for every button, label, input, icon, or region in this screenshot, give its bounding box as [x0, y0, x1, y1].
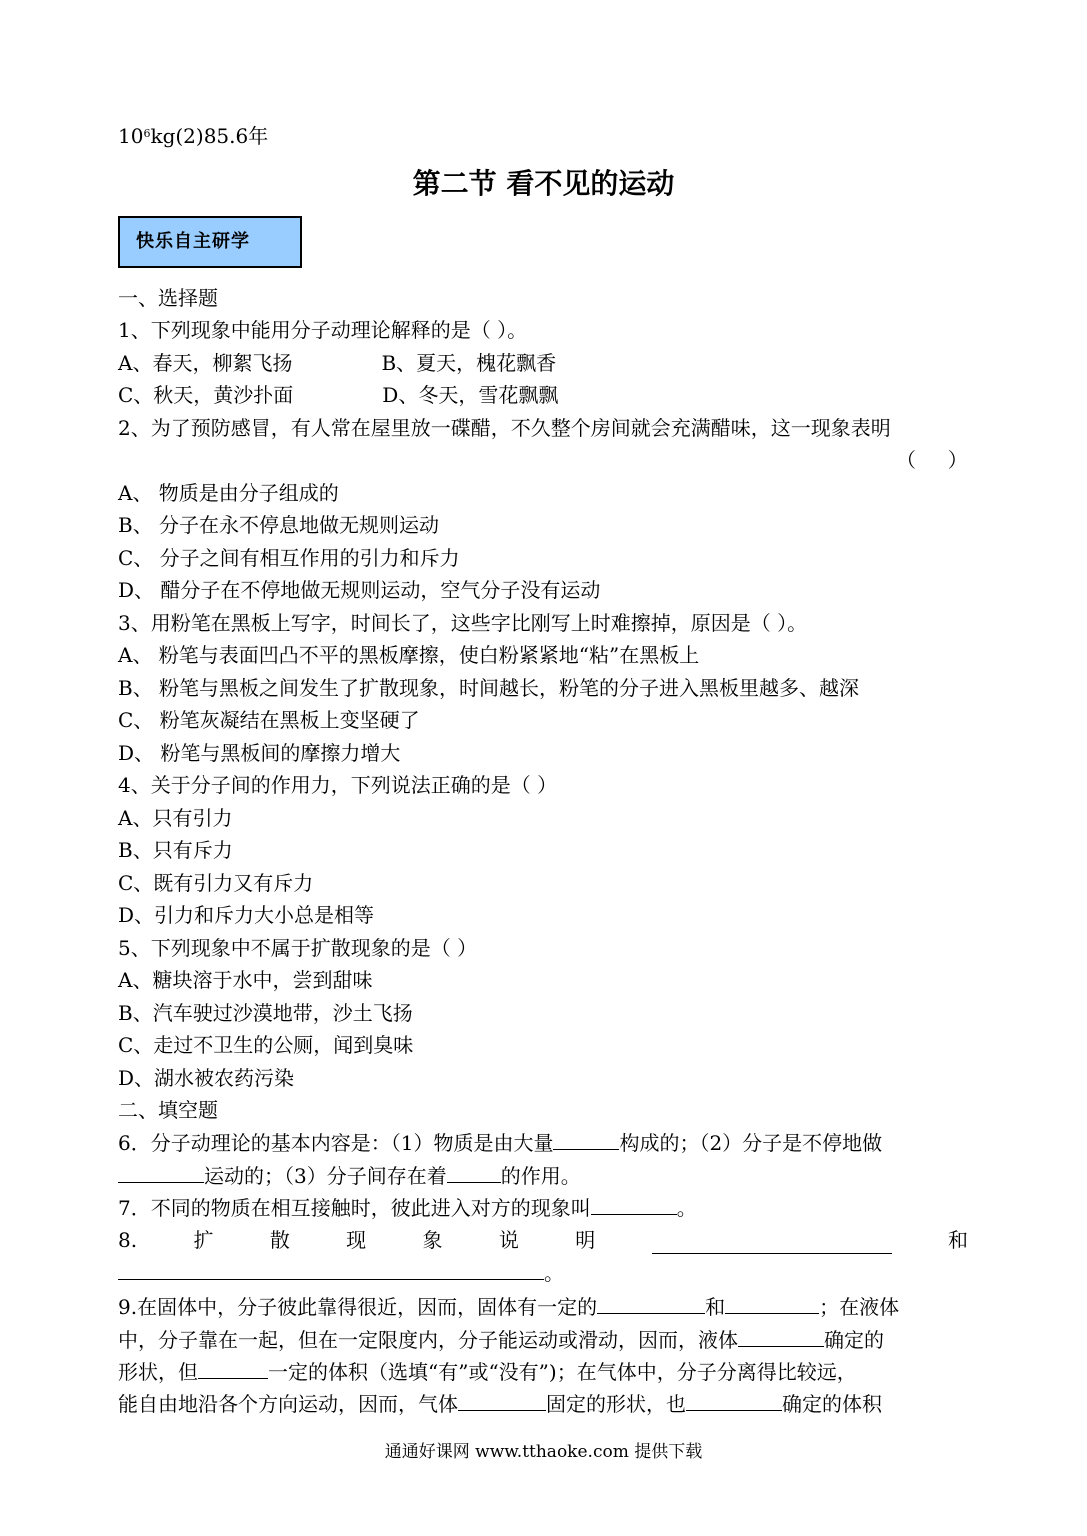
- q2-option-d: D、 醋分子在不停地做无规则运动，空气分子没有运动: [118, 578, 601, 602]
- q3-option-b: B、 粉笔与黑板之间发生了扩散现象，时间越长，粉笔的分子进入黑板里越多、越深: [118, 676, 860, 700]
- q8-line1: 8. 扩 散 现 象 说 明 和: [118, 1228, 968, 1252]
- q9-line3: 形状，但 一定的体积（选填“有”或“没有”)；在气体中，分子分离得比较远，: [118, 1360, 857, 1384]
- q3-option-d: D、 粉笔与黑板间的摩擦力增大: [118, 741, 401, 765]
- q5-option-d: D、湖水被农药污染: [118, 1066, 295, 1090]
- q9-blank-3[interactable]: [738, 1326, 824, 1347]
- q7-blank[interactable]: [591, 1194, 677, 1215]
- section-heading-fill: 二、填空题: [118, 1098, 218, 1122]
- section-badge: 快乐自主研学: [118, 216, 302, 268]
- q6-blank-1[interactable]: [553, 1129, 619, 1150]
- q6-line1: 6．分子动理论的基本内容是：（1）物质是由大量 构成的；（2）分子是不停地做: [118, 1131, 883, 1155]
- q3-stem: 3、用粉笔在黑板上写字，时间长了，这些字比刚写上时难擦掉，原因是（ ）。: [118, 611, 808, 635]
- q3-option-a: A、 粉笔与表面凹凸不平的黑板摩擦，使白粉紧紧地“粘”在黑板上: [118, 643, 700, 667]
- q3-option-c: C、 粉笔灰凝结在黑板上变坚硬了: [118, 708, 420, 732]
- q2-option-a: A、 物质是由分子组成的: [118, 481, 339, 505]
- q2-answer-paren: （ ）: [896, 448, 968, 472]
- q4-stem: 4、关于分子间的作用力，下列说法正确的是（ ）: [118, 773, 558, 797]
- section-heading-choice: 一、选择题: [118, 286, 218, 310]
- q9-blank-6[interactable]: [686, 1390, 782, 1411]
- q4-option-c: C、既有引力又有斥力: [118, 871, 314, 895]
- q9-blank-4[interactable]: [198, 1358, 268, 1379]
- q2-stem: 2、为了预防感冒，有人常在屋里放一碟醋，不久整个房间就会充满醋味，这一现象表明: [118, 416, 891, 440]
- q7-line: 7．不同的物质在相互接触时，彼此进入对方的现象叫 。: [118, 1196, 697, 1220]
- page-title: 第二节 看不见的运动: [412, 167, 675, 200]
- q8-blank-2[interactable]: [118, 1259, 544, 1280]
- q8-blank-1[interactable]: [652, 1233, 892, 1254]
- q2-option-c: C、 分子之间有相互作用的引力和斥力: [118, 546, 460, 570]
- q5-option-a: A、糖块溶于水中，尝到甜味: [118, 968, 373, 992]
- q6-line2: 运动的；（3）分子间存在着 的作用。: [118, 1162, 581, 1190]
- q5-option-b: B、汽车驶过沙漠地带，沙土飞扬: [118, 1001, 413, 1025]
- q1-options-row2: C、秋天，黄沙扑面 D、冬天，雪花飘飘: [118, 383, 559, 407]
- q6-blank-2[interactable]: [118, 1162, 204, 1183]
- q9-blank-1[interactable]: [597, 1293, 705, 1314]
- ref-base: 10: [118, 124, 144, 148]
- q9-line4: 能自由地沿各个方向运动，因而，气体 固定的形状，也 确定的体积: [118, 1392, 882, 1416]
- q4-option-a: A、只有引力: [118, 806, 233, 830]
- q4-option-d: D、引力和斥力大小总是相等: [118, 903, 375, 927]
- q9-line2: 中，分子靠在一起，但在一定限度内，分子能运动或滑动，因而，液体 确定的: [118, 1328, 884, 1352]
- q4-option-b: B、只有斥力: [118, 838, 233, 862]
- q9-line1: 9.在固体中，分子彼此靠得很近，因而，固体有一定的 和 ；在液体: [118, 1295, 900, 1319]
- ref-suffix: kg(2)85.6年: [150, 124, 269, 148]
- q2-option-b: B、 分子在永不停息地做无规则运动: [118, 513, 440, 537]
- answer-reference: [118, 122, 268, 150]
- q1-stem: 1、下列现象中能用分子动理论解释的是（ ）。: [118, 318, 528, 342]
- footer-credit: 通通好课网 www.tthaoke.com 提供下载: [384, 1442, 703, 1462]
- q1-options-row1: A、春天，柳絮飞扬 B、夏天，槐花飘香: [118, 351, 557, 375]
- q6-blank-3[interactable]: [447, 1162, 501, 1183]
- q5-stem: 5、下列现象中不属于扩散现象的是（ ）: [118, 936, 478, 960]
- q9-blank-2[interactable]: [725, 1293, 819, 1314]
- q9-blank-5[interactable]: [458, 1390, 546, 1411]
- q5-option-c: C、走过不卫生的公厕，闻到臭味: [118, 1033, 414, 1057]
- q8-line2: 。: [118, 1259, 564, 1287]
- ref-exponent: 6: [143, 127, 151, 140]
